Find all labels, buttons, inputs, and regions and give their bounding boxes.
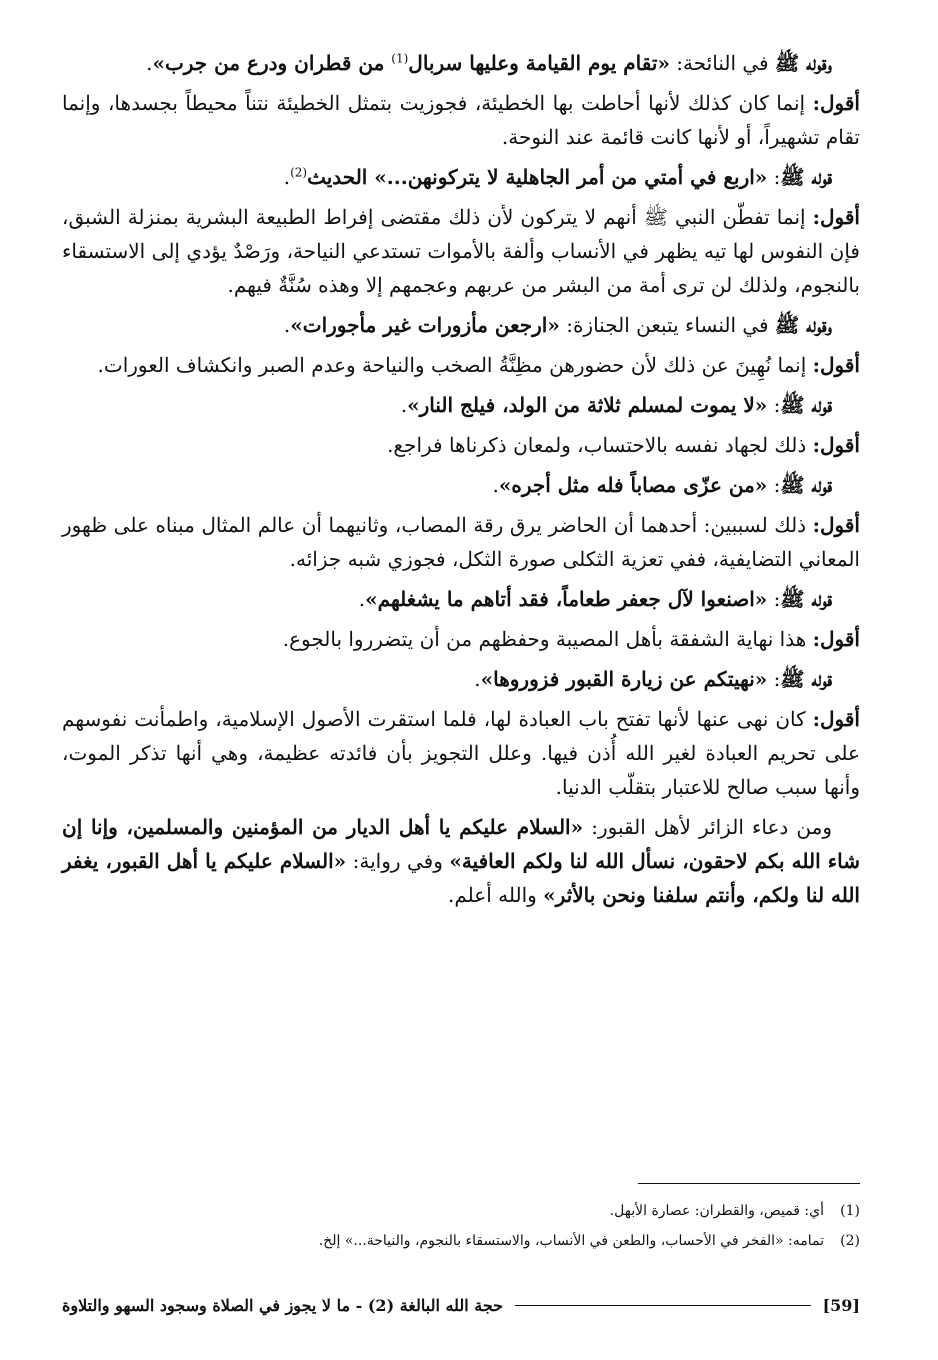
paragraph-qawl [62, 662, 860, 696]
text-after: . [358, 587, 366, 611]
text-before: : [767, 667, 781, 691]
footnotes [62, 1196, 860, 1256]
aqul-label: أقول: [812, 513, 860, 537]
commentary-text: إنما تفطّن النبي ﷺ أنهم لا يتركون لأن ذلك مقتضى إفراط الطبيعة البشرية بمنزلة الشبق، فإن النفوس لها تيه يظهر في الأنساب وألفة بالأموات تستدعي النياحة، ورَصْدٌ يؤدي إلى الاستسقاء بالنجوم، ولذلك لن ترى أمة من البشر من عربهم وعجمهم إلا وهذه سُنَّةٌ فيهم. [62, 205, 860, 297]
qawl-label: قوله ﷺ [780, 393, 832, 417]
paragraph-qawl [62, 468, 860, 502]
paragraph-aqul [62, 86, 860, 154]
text-after: . [146, 51, 153, 75]
main-text [62, 46, 860, 918]
footnote-item [62, 1196, 860, 1226]
hadith-quote: «اربع في أمتي من أمر الجاهلية لا يتركونهن...» الحديث [307, 165, 768, 189]
paragraph-qawl [62, 582, 860, 616]
aqul-label: أقول: [812, 707, 860, 731]
footnote-ref[interactable]: (2) [290, 165, 308, 180]
dua-quote-1: «السلام عليكم يا أهل الديار من المؤمنين والمسلمين، وإنا إن شاء الله بكم لاحقون، نسأل الله لنا ولكم العافية» [62, 815, 860, 873]
aqul-label: أقول: [812, 91, 860, 115]
text-after: . [400, 393, 408, 417]
commentary-text: إنما كان كذلك لأنها أحاطت بها الخطيئة، فجوزيت بتمثل الخطيئة نتناً محيطاً بجسدها، وإنما تقام تشهيراً، أو لأنها كانت قائمة عند النوحة. [62, 91, 860, 149]
commentary-text: ذلك لسببين: أحدهما أن الحاضر يرق رقة المصاب، وثانيهما أن عالم المثال مبناه على ظهور المعاني التضايفية، ففي تعزية الثكلى صورة الثكل، فجوزي شبه جزائه. [62, 513, 860, 571]
text-middle: وفي رواية: [346, 849, 450, 873]
paragraph-qawl [62, 46, 860, 80]
aqul-label: أقول: [812, 353, 860, 377]
text-before: : [767, 165, 781, 189]
commentary-text: كان نهى عنها لأنها تفتح باب العبادة لها، فلما استقرت الأصول الإسلامية، واطمأنت نفوسهم على تحريم العبادة لغير الله أُذن فيها. وعلل التجويز بأن فائدته عظيمة، وهي أنها تذكر الموت، وأنها سبب صالح للاعتبار بتقلّب الدنيا. [62, 707, 860, 799]
footnote-ref[interactable]: (1) [391, 51, 409, 66]
paragraph-aqul [62, 200, 860, 302]
running-title: حجة الله البالغة (2) - ما لا يجوز في الصلاة وسجود السهو والتلاوة [62, 1295, 504, 1315]
qawl-label: قوله ﷺ [780, 667, 832, 691]
qawl-label: قوله ﷺ [780, 587, 832, 611]
text-before: : [767, 587, 781, 611]
qawl-label: قوله ﷺ [780, 473, 832, 497]
hadith-quote-cont: من قطران ودرع من جرب» [152, 51, 392, 75]
paragraph-qawl [62, 388, 860, 422]
text-before: ومن دعاء الزائر لأهل القبور: [583, 815, 832, 839]
hadith-quote: «نهيتكم عن زيارة القبور فزوروها» [480, 667, 768, 691]
paragraph-dua [62, 810, 860, 912]
paragraph-aqul [62, 348, 860, 382]
footnote-text: أي: قميص، والقطران: عصارة الأبهل. [609, 1203, 824, 1219]
qawl-label: وقوله ﷺ [774, 313, 832, 337]
paragraph-aqul [62, 702, 860, 804]
aqul-label: أقول: [812, 205, 860, 229]
aqul-label: أقول: [812, 627, 860, 651]
commentary-text: ذلك لجهاد نفسه بالاحتساب، ولمعان ذكرناها فراجع. [387, 433, 813, 457]
footer-rule [515, 1305, 811, 1306]
text-after: والله أعلم. [448, 883, 544, 907]
text-before: في النائحة: [669, 51, 775, 75]
hadith-quote: «ارجعن مأزورات غير مأجورات» [290, 313, 560, 337]
text-before: : [767, 393, 781, 417]
hadith-quote: «من عزّى مصاباً فله مثل أجره» [498, 473, 768, 497]
text-before: في النساء يتبعن الجنازة: [559, 313, 775, 337]
text-before: : [767, 473, 781, 497]
page-number: [59] [822, 1295, 860, 1315]
text-after: . [474, 667, 481, 691]
qawl-label: قوله ﷺ [780, 165, 832, 189]
hadith-quote: «تقام يوم القيامة وعليها سربال [408, 51, 670, 75]
text-after: . [283, 165, 291, 189]
paragraph-aqul [62, 508, 860, 576]
paragraph-qawl [62, 308, 860, 342]
footnote-item [62, 1226, 860, 1256]
text-after: . [492, 473, 499, 497]
footnote-number: (1) [840, 1203, 860, 1219]
dua-quote-2: «السلام عليكم يا أهل القبور، يغفر الله لنا ولكم، وأنتم سلفنا ونحن بالأثر» [62, 849, 860, 907]
footnote-number: (2) [840, 1233, 860, 1249]
hadith-quote: «اصنعوا لآل جعفر طعاماً، فقد أتاهم ما يشغلهم» [365, 587, 768, 611]
paragraph-aqul [62, 622, 860, 656]
page-footer [62, 1290, 860, 1320]
commentary-text: إنما نُهِينَ عن ذلك لأن حضورهن مظِنَّةُ الصخب والنياحة وعدم الصبر وانكشاف العورات. [97, 353, 813, 377]
aqul-label: أقول: [812, 433, 860, 457]
footnote-text: تمامه: «الفخر في الأحساب، والطعن في الأنساب، والاستسقاء بالنجوم، والنياحة...» إلخ. [318, 1233, 824, 1249]
paragraph-aqul [62, 428, 860, 462]
hadith-quote: «لا يموت لمسلم ثلاثة من الولد، فيلج النار» [407, 393, 768, 417]
text-after: . [283, 313, 291, 337]
qawl-label: وقوله ﷺ [774, 51, 832, 75]
paragraph-qawl [62, 160, 860, 194]
commentary-text: هذا نهاية الشفقة بأهل المصيبة وحفظهم من أن يتضرروا بالجوع. [282, 627, 813, 651]
footnote-divider [638, 1183, 860, 1184]
